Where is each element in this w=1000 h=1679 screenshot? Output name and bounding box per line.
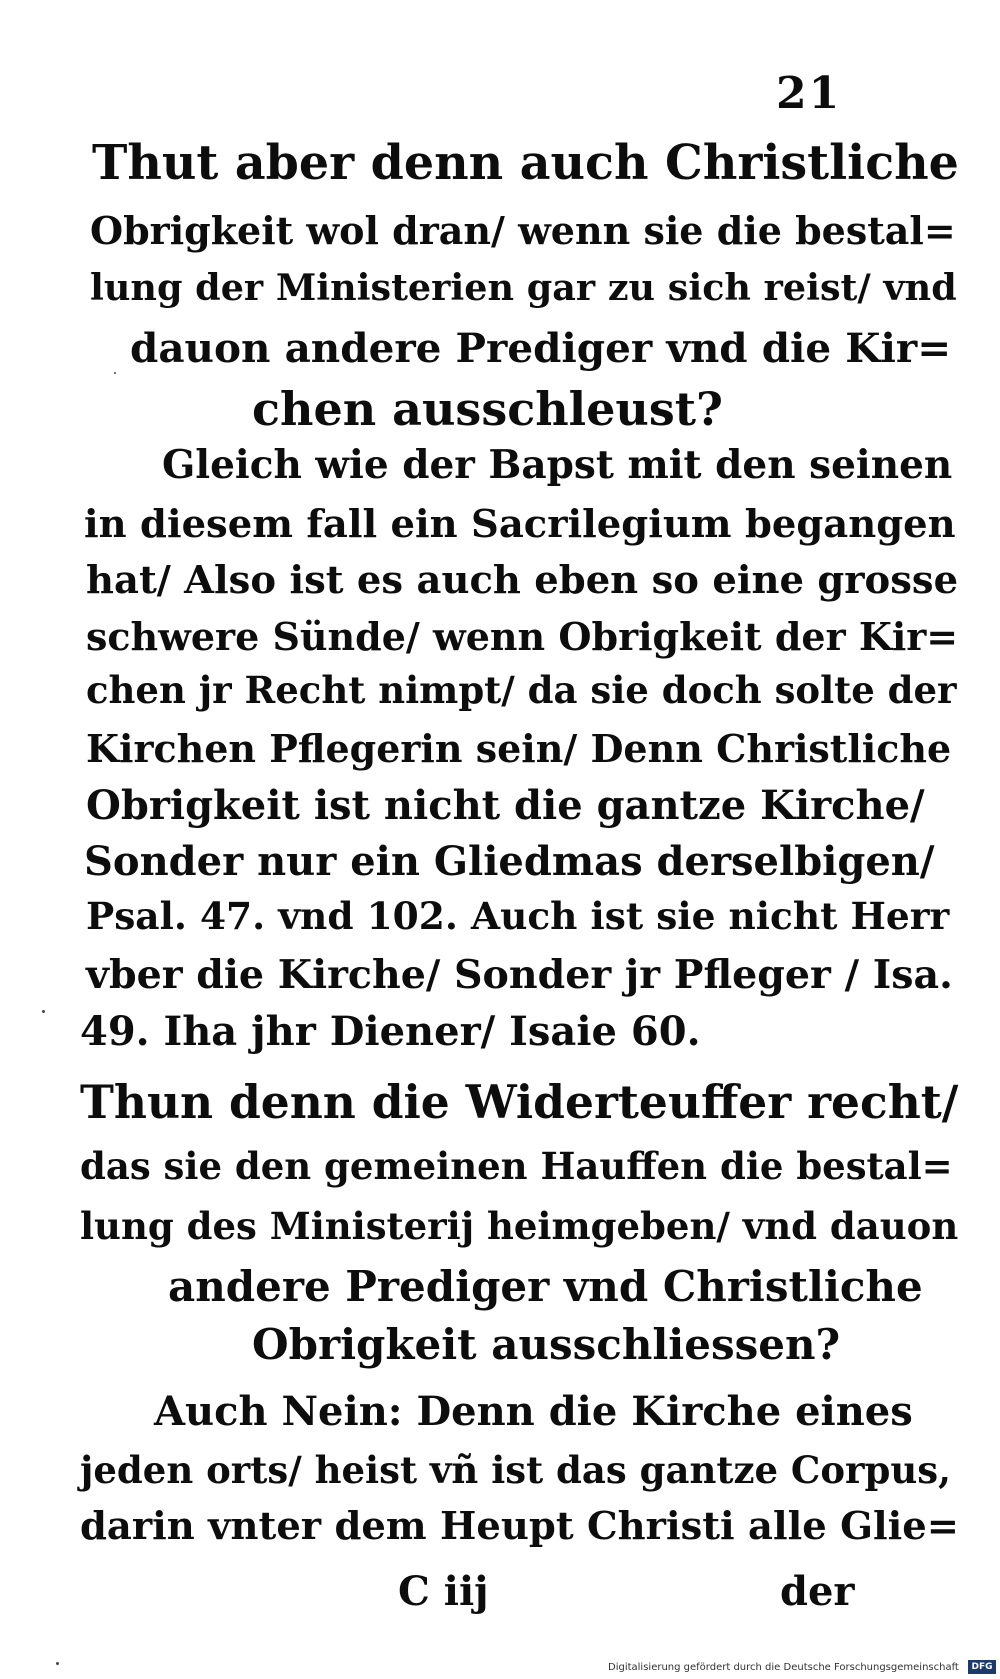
page-number: 21: [776, 68, 842, 119]
question-heading-line: andere Prediger vnd Christliche: [168, 1262, 923, 1311]
answer-text-line: Gleich wie der Bapst mit den seinen: [162, 442, 953, 488]
signature-mark: C iij: [398, 1568, 489, 1615]
answer-text-line: Sonder nur ein Gliedmas derselbigen/: [84, 838, 935, 885]
question-heading-line: Obrigkeit wol dran/ wenn sie die bestal=: [90, 208, 956, 253]
answer-text-line: chen jr Recht nimpt/ da sie doch solte der: [86, 668, 957, 712]
scan-speck: [114, 372, 116, 374]
question-heading-line: Obrigkeit ausschliessen?: [252, 1320, 841, 1369]
answer-text-line: Psal. 47. vnd 102. Auch ist sie nicht Herr: [86, 894, 950, 938]
answer-text-line: Kirchen Pflegerin sein/ Denn Christliche: [86, 726, 952, 771]
answer-text-line: Obrigkeit ist nicht die gantze Kirche/: [86, 782, 925, 829]
answer-text-line: hat/ Also ist es auch eben so eine grosse: [86, 558, 959, 603]
answer-text-line: Auch Nein: Denn die Kirche eines: [154, 1388, 913, 1435]
scan-speck: [42, 1010, 45, 1013]
question-heading-line: lung der Ministerien gar zu sich reist/ vnd: [90, 266, 957, 309]
question-heading-line: dauon andere Prediger vnd die Kir=: [130, 324, 952, 372]
dfg-logo: DFG: [968, 1660, 996, 1674]
answer-text-line: schwere Sünde/ wenn Obrigkeit der Kir=: [86, 614, 959, 659]
answer-text-line: darin vnter dem Heupt Christi alle Glie=: [80, 1504, 960, 1549]
answer-text-line: in diesem fall ein Sacrilegium begangen: [84, 502, 956, 547]
digitization-credit: Digitalisierung gefördert durch die Deutsche Forschungsgemeinschaft: [608, 1662, 959, 1673]
scan-speck: [56, 1662, 59, 1665]
answer-text-line: vber die Kirche/ Sonder jr Pfleger / Isa.: [86, 952, 953, 998]
question-heading-line: chen ausschleust?: [252, 382, 723, 436]
question-heading-line: lung des Ministerij heimgeben/ vnd dauon: [80, 1204, 959, 1248]
answer-text-line: 49. Iha jhr Diener/ Isaie 60.: [80, 1008, 701, 1055]
catchword: der: [780, 1568, 855, 1615]
question-heading-line: Thun denn die Widerteuffer recht/: [80, 1075, 959, 1129]
question-heading-line: das sie den gemeinen Hauffen die bestal=: [80, 1144, 953, 1188]
answer-text-line: jeden orts/ heist vñ ist das gantze Corpus,: [80, 1448, 951, 1492]
question-heading-line: Thut aber denn auch Christliche: [92, 135, 959, 191]
